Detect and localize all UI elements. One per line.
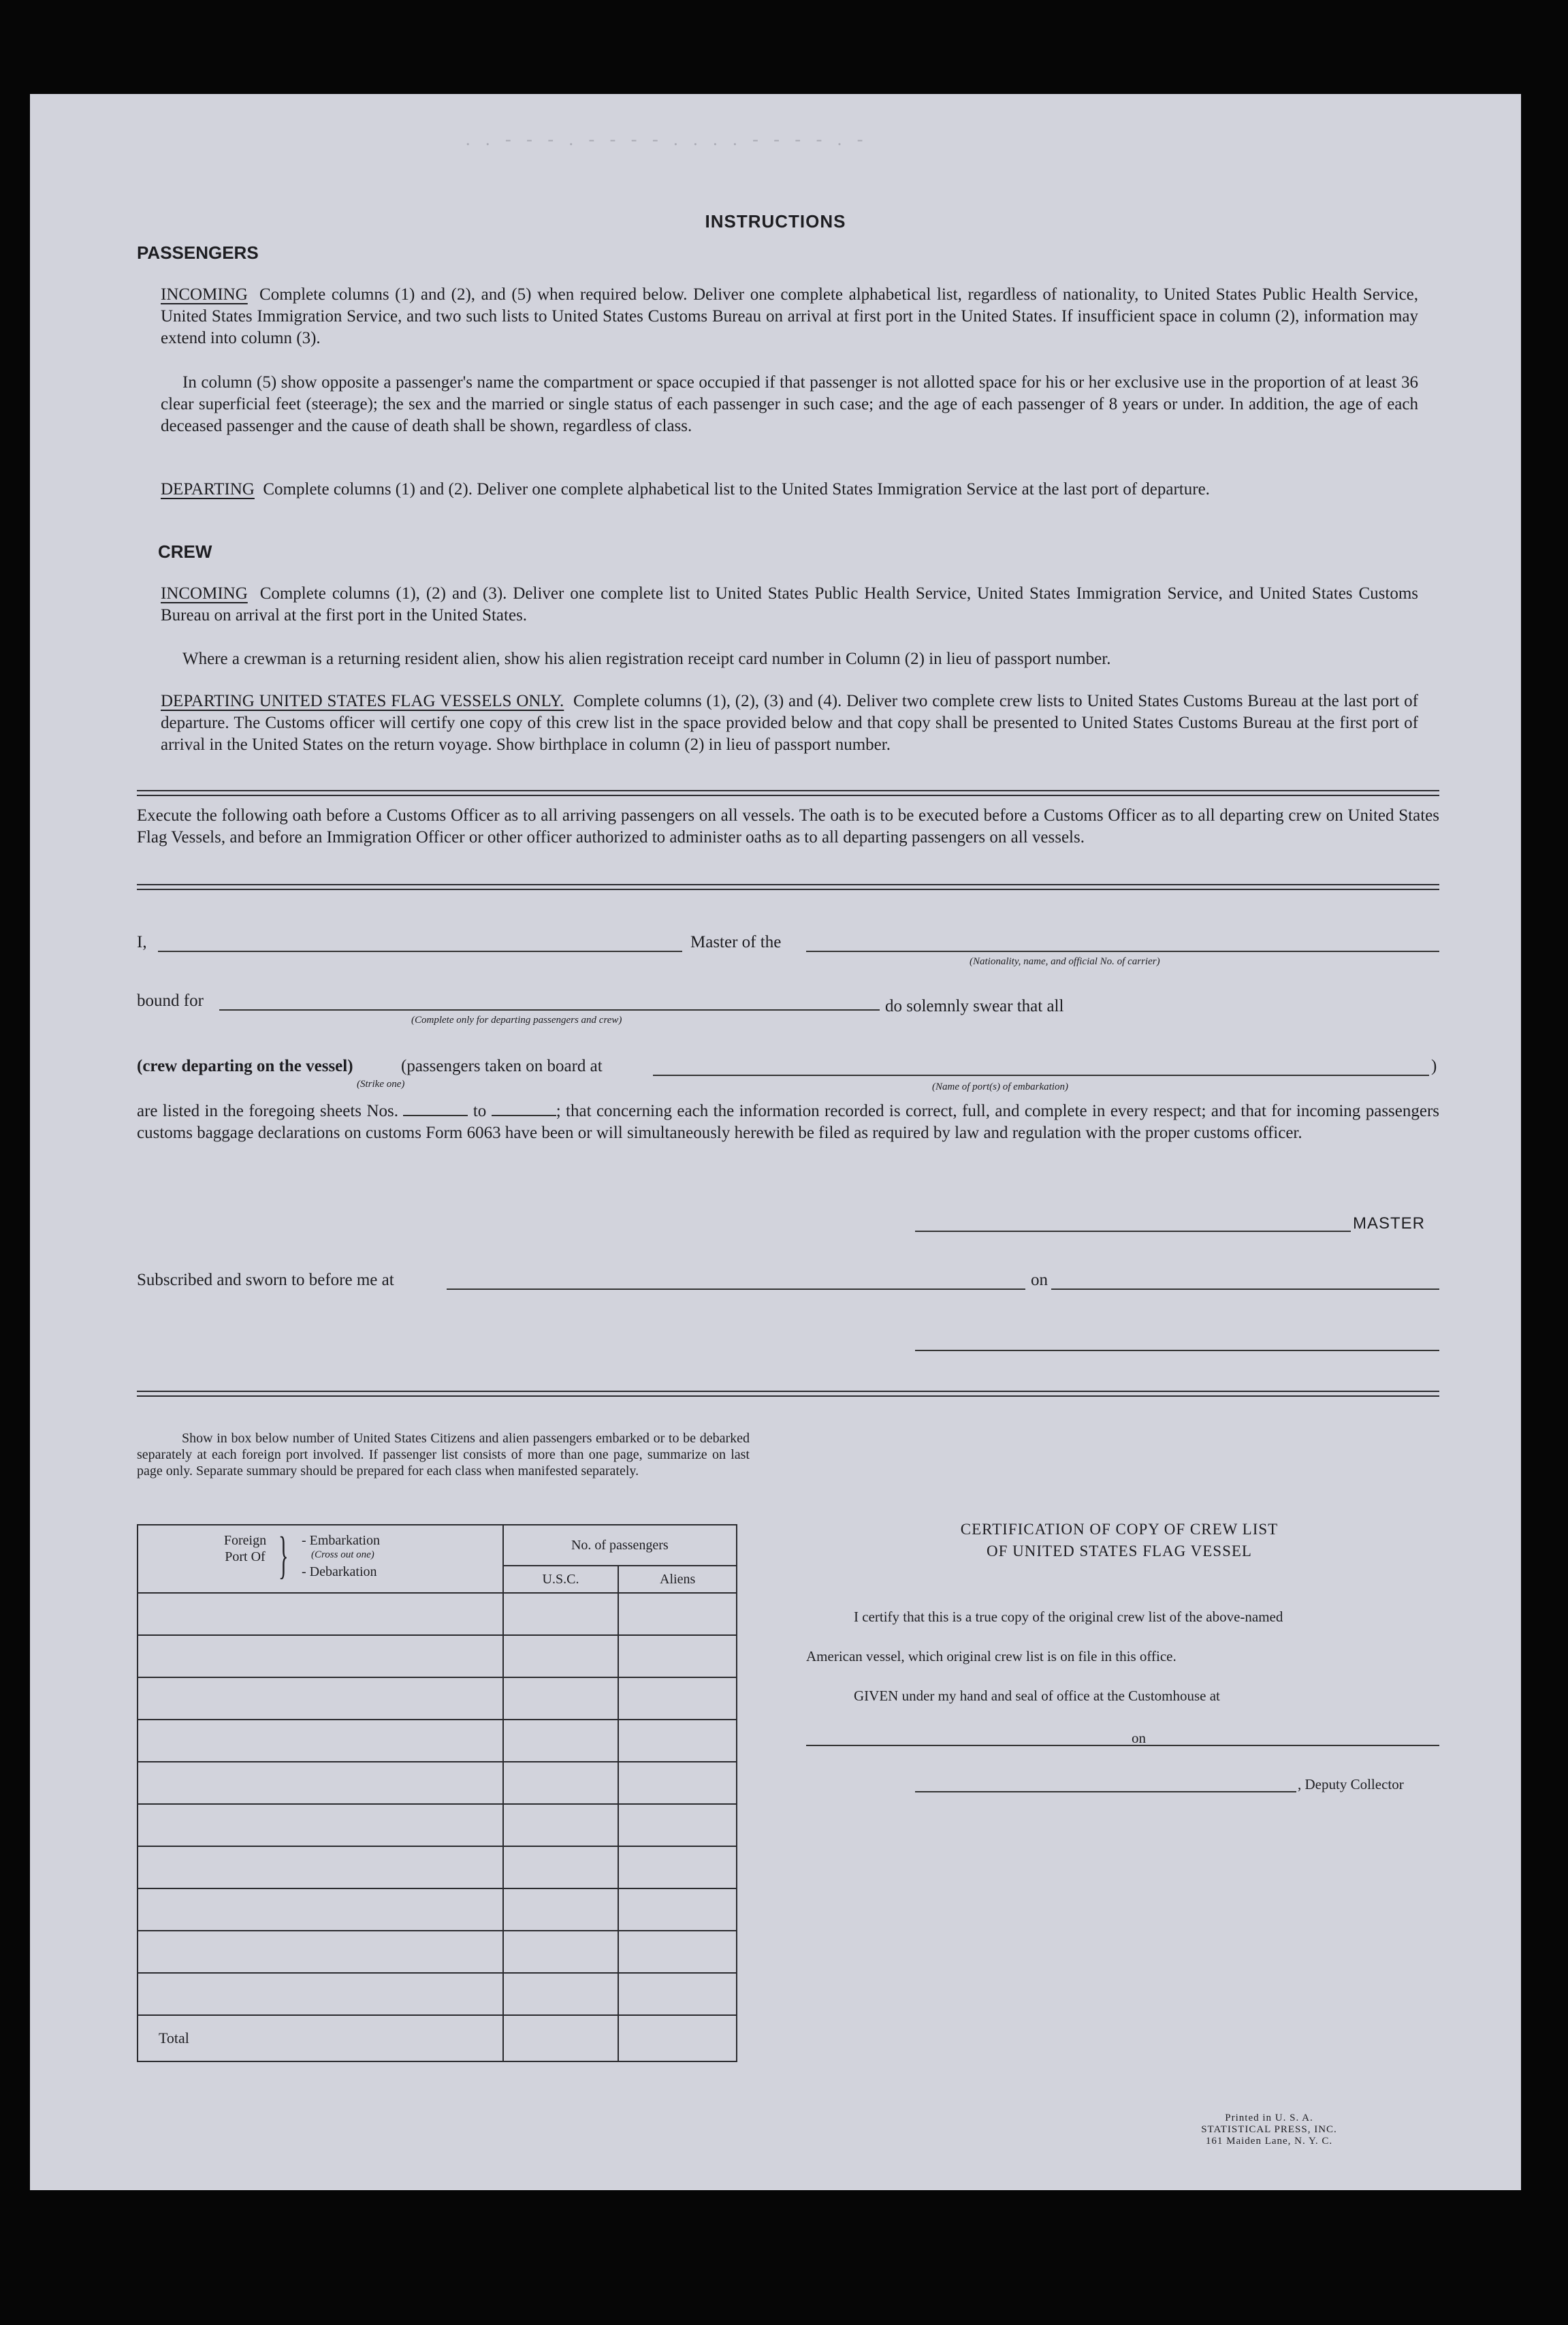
master-signature-field[interactable]: [915, 1231, 1351, 1232]
embarkation-label: - Embarkation: [302, 1533, 380, 1548]
usc-header: U.S.C.: [503, 1566, 619, 1593]
port-cell[interactable]: [138, 1804, 503, 1846]
oath-instruction-section: [137, 805, 1439, 849]
sworn-date-field[interactable]: [1051, 1288, 1439, 1290]
given-text: GIVEN under my hand and seal of office at the Customhouse at: [854, 1688, 1220, 1704]
section-divider: [137, 790, 1439, 796]
embarkation-port-field[interactable]: [653, 1075, 1429, 1076]
bleed-through-text: . . - - - . - - - - . . . . - - - - . -: [466, 129, 869, 149]
strike-caption: (Strike one): [357, 1079, 405, 1090]
summary-instruction-section: [137, 1430, 750, 1479]
port-cell[interactable]: [138, 1973, 503, 2015]
passengers-incoming-section: [161, 284, 1418, 349]
sworn-on-label: on: [1031, 1271, 1048, 1289]
listed-text-to: to: [473, 1102, 487, 1120]
port-caption: (Name of port(s) of embarkation): [932, 1081, 1068, 1092]
aliens-cell[interactable]: [618, 1931, 737, 1973]
usc-cell[interactable]: [503, 1635, 619, 1677]
aliens-cell[interactable]: [618, 1762, 737, 1804]
bound-for-label: bound for: [137, 992, 204, 1010]
crew-departing-text: Complete columns (1), (2), (3) and (4). Deliver two complete crew lists to United States Customs Bureau at the last port of departure. The Customs officer will certify one copy of this crew list in the space provided below and that copy shall be presented to United States Customs Bureau at the first port of arrival in the United States on the return voyage. Show birthplace in column (2) in lieu of passport number.: [161, 692, 1418, 754]
usc-cell[interactable]: [503, 1720, 619, 1762]
passengers-incoming-label: INCOMING: [161, 285, 248, 304]
aliens-cell[interactable]: [618, 1973, 737, 2015]
carrier-field[interactable]: [806, 951, 1439, 952]
crew-heading: CREW: [158, 541, 212, 562]
total-label: Total: [138, 2015, 503, 2061]
table-row: [138, 1593, 737, 1635]
swear-label: do solemnly swear that all: [885, 997, 1064, 1015]
oath-i-label: I,: [137, 933, 147, 951]
aliens-header: Aliens: [618, 1566, 737, 1593]
summary-instruction-text: Show in box below number of United States Citizens and alien passengers embarked or to be debarked separately at each foreign port involved. If passenger list consists of more than one page, summarize on last page only. Separate summary should be prepared for each class when manifested separately.: [137, 1431, 750, 1478]
brace-glyph: }: [278, 1527, 289, 1584]
foreign-port-of-label: Foreign Port Of: [223, 1533, 267, 1564]
usc-cell[interactable]: [503, 1677, 619, 1720]
aliens-total-cell[interactable]: [618, 2015, 737, 2061]
deputy-collector-label: , Deputy Collector: [1298, 1776, 1404, 1792]
port-cell[interactable]: [138, 1931, 503, 1973]
sheet-from-field[interactable]: [403, 1101, 468, 1116]
section-divider: [137, 884, 1439, 890]
crew-departing-bold: (crew departing on the vessel): [137, 1057, 353, 1075]
column5-section: [161, 372, 1418, 437]
passengers-departing-text: Complete columns (1) and (2). Deliver one complete alphabetical list to the United States Immigration Service at the last port of departure.: [263, 480, 1210, 499]
carrier-caption: (Nationality, name, and official No. of carrier): [970, 956, 1160, 967]
printer-line3: 161 Maiden Lane, N. Y. C.: [1205, 2136, 1333, 2147]
certification-title-line1: CERTIFICATION OF COPY OF CREW LIST: [960, 1521, 1279, 1538]
passengers-heading: PASSENGERS: [137, 242, 259, 263]
master-of-label: Master of the: [690, 933, 782, 951]
passengers-incoming-text: Complete columns (1) and (2), and (5) when required below. Deliver one complete alphabetical list, regardless of nationality, to United States Public Health Service, United States Immigration Service, and two such lists to United States Customs Bureau on arrival at first port in the United States. If insufficient space in column (2), information may extend into column (3).: [161, 285, 1419, 347]
certify-line2: American vessel, which original crew list is on file in this office.: [806, 1648, 1177, 1664]
certify-line1: I certify that this is a true copy of the original crew list of the above-named: [854, 1609, 1283, 1625]
sworn-place-field[interactable]: [447, 1288, 1025, 1290]
section-divider: [137, 1391, 1439, 1397]
port-cell[interactable]: [138, 1762, 503, 1804]
total-row: [138, 2015, 737, 2061]
close-paren: ): [1431, 1057, 1437, 1075]
listed-text-1: are listed in the foregoing sheets Nos.: [137, 1102, 398, 1120]
deputy-collector-signature-field[interactable]: [915, 1791, 1296, 1792]
certification-date-field[interactable]: [1153, 1745, 1439, 1746]
port-cell[interactable]: [138, 1677, 503, 1720]
usc-cell[interactable]: [503, 1804, 619, 1846]
resident-alien-section: [161, 648, 1418, 670]
master-name-field[interactable]: [158, 951, 682, 952]
subscribed-label: Subscribed and sworn to before me at: [137, 1271, 394, 1289]
printer-line1: Printed in U. S. A.: [1225, 2113, 1313, 2123]
crew-incoming-text: Complete columns (1), (2) and (3). Deliver one complete list to United States Public Health Service, United States Immigration Service, and United States Customs Bureau on arrival at the first port in the United States.: [161, 584, 1419, 624]
aliens-cell[interactable]: [618, 1804, 737, 1846]
crew-departing-label: DEPARTING UNITED STATES FLAG VESSELS ONLY.: [161, 692, 564, 710]
table-row: [138, 1973, 737, 2015]
usc-total-cell[interactable]: [503, 2015, 619, 2061]
certification-title-line2: OF UNITED STATES FLAG VESSEL: [987, 1543, 1252, 1560]
bound-for-field[interactable]: [219, 1009, 880, 1011]
usc-cell[interactable]: [503, 1762, 619, 1804]
listed-text-2: ; that concerning each the information recorded is correct, full, and complete in every respect; and that for incoming passengers customs baggage declarations on customs Form 6063 have been or will simultaneously herewith be filed as required by law and regulation with the proper customs officer.: [137, 1102, 1440, 1142]
aliens-cell[interactable]: [618, 1720, 737, 1762]
table-row: [138, 1846, 737, 1888]
port-cell[interactable]: [138, 1846, 503, 1888]
crew-incoming-label: INCOMING: [161, 584, 248, 603]
aliens-cell[interactable]: [618, 1846, 737, 1888]
sheet-to-field[interactable]: [492, 1101, 556, 1116]
aliens-cell[interactable]: [618, 1635, 737, 1677]
table-row: [138, 1677, 737, 1720]
listed-paragraph: [137, 1101, 1439, 1144]
aliens-cell[interactable]: [618, 1677, 737, 1720]
customhouse-field[interactable]: [806, 1745, 1153, 1746]
printer-imprint: [1153, 2113, 1385, 2147]
crew-departing-label: [137, 1057, 353, 1076]
passengers-taken-label: (passengers taken on board at: [401, 1057, 603, 1075]
page-title: INSTRUCTIONS: [705, 211, 846, 232]
usc-cell[interactable]: [503, 1846, 619, 1888]
port-cell[interactable]: [138, 1593, 503, 1635]
cross-out-caption: (Cross out one): [311, 1549, 374, 1560]
master-label: MASTER: [1353, 1214, 1426, 1233]
usc-cell[interactable]: [503, 1888, 619, 1931]
certification-on-label: on: [1132, 1730, 1146, 1746]
table-row: [138, 1931, 737, 1973]
port-cell[interactable]: [138, 1720, 503, 1762]
officer-signature-field[interactable]: [915, 1350, 1439, 1351]
aliens-cell[interactable]: [618, 1593, 737, 1635]
port-cell[interactable]: [138, 1888, 503, 1931]
bound-caption: (Complete only for departing passengers and crew): [411, 1015, 622, 1026]
table-row: [138, 1804, 737, 1846]
printer-line2: STATISTICAL PRESS, INC.: [1201, 2124, 1337, 2135]
oath-instruction-text: Execute the following oath before a Customs Officer as to all arriving passengers on all vessels. The oath is to be executed before a Customs Officer as to all departing crew on United States Flag Vessels, and before an Immigration Officer or other officer authorized to administer oaths as to all departing passengers on all vessels.: [137, 806, 1439, 847]
form-sheet: [30, 94, 1521, 2190]
table-row: [138, 1635, 737, 1677]
passengers-departing-section: [161, 479, 1418, 501]
resident-alien-text: Where a crewman is a returning resident alien, show his alien registration receipt card number in Column (2) in lieu of passport number.: [182, 650, 1111, 668]
table-row: [138, 1720, 737, 1762]
port-cell[interactable]: [138, 1635, 503, 1677]
usc-cell[interactable]: [503, 1593, 619, 1635]
certification-title: [813, 1519, 1426, 1562]
usc-cell[interactable]: [503, 1931, 619, 1973]
passengers-departing-label: DEPARTING: [161, 480, 255, 499]
usc-cell[interactable]: [503, 1973, 619, 2015]
passenger-summary-table: [137, 1524, 737, 2062]
aliens-cell[interactable]: [618, 1888, 737, 1931]
debarkation-label: - Debarkation: [302, 1564, 377, 1579]
no-of-passengers-header: No. of passengers: [503, 1525, 737, 1566]
column5-text: In column (5) show opposite a passenger's name the compartment or space occupied if that passenger is not allotted space for his or her exclusive use in the proportion of at least 36 clear superficial feet (steerage); the sex and the married or single status of each passenger in such case; and the age of each passenger of 8 years or under. In addition, the age of each deceased passenger and the cause of death shall be shown, regardless of class.: [161, 373, 1418, 435]
table-row: [138, 1888, 737, 1931]
table-row: [138, 1762, 737, 1804]
summary-header-port: [138, 1525, 503, 1593]
crew-incoming-section: [161, 583, 1418, 627]
crew-departing-section: [161, 691, 1418, 756]
